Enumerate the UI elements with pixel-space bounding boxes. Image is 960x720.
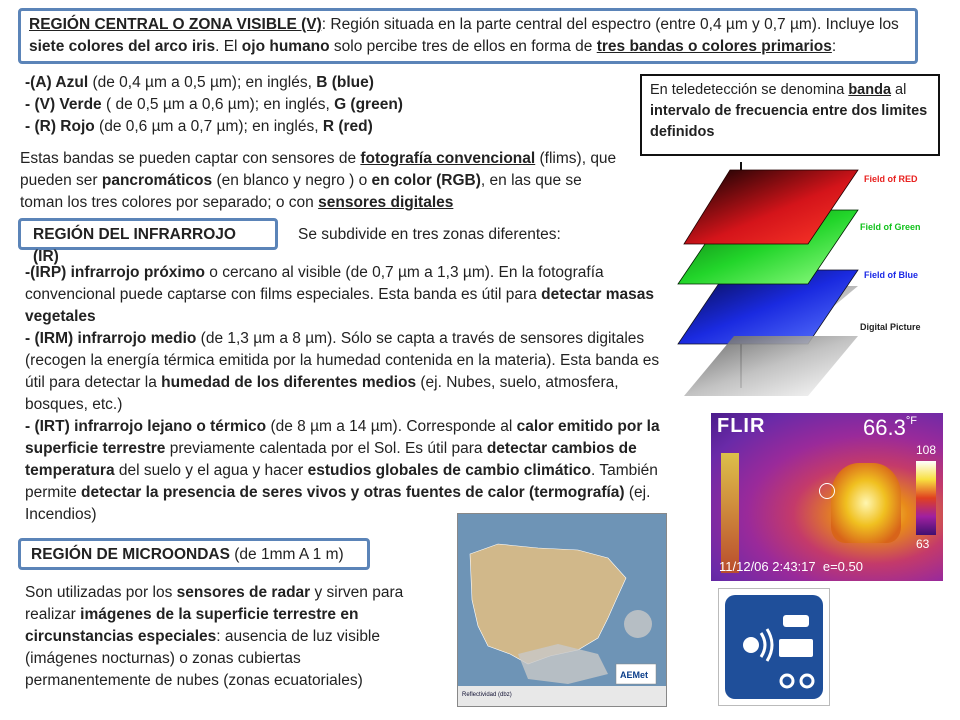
sign-panel <box>725 595 823 699</box>
visible-bold: ojo humano <box>241 38 330 55</box>
radar-sign-icon <box>725 595 823 699</box>
digital-picture-layer-front <box>684 336 858 396</box>
band-red: - (R) Rojo (de 0,6 µm a 0,7 µm); en inglés, R (red) <box>25 118 373 135</box>
field-green-label: Field of Green <box>860 222 921 232</box>
visible-text: . El <box>215 38 242 55</box>
infrared-heading-box <box>18 218 278 265</box>
visible-bold: tres bandas o colores primarios <box>596 38 832 55</box>
visible-text: : Región situada en la parte central del espectro (entre 0,4 µm y 0,7 µm). Incluye los <box>321 16 899 33</box>
thermal-footer: 11/12/06 2:43:17 e=0.50 <box>719 559 863 574</box>
thermal-figure-body <box>831 463 901 543</box>
definition-box: En teledetección se denomina banda al intervalo de frecuencia entre dos limites definidos <box>640 74 940 156</box>
bands-list <box>25 72 445 138</box>
thermal-figure-left <box>721 453 739 573</box>
band-blue: -(A) Azul (de 0,4 µm a 0,5 µm); en inglés, B (blue) <box>25 74 374 91</box>
thermal-scale-top: 108 <box>916 443 937 457</box>
radar-traffic-sign <box>718 588 830 706</box>
visible-region-box <box>18 8 918 64</box>
thermal-temp-readout <box>863 415 917 441</box>
visible-heading: REGIÓN CENTRAL O ZONA VISIBLE (V) <box>29 16 322 33</box>
sensors-paragraph: Estas bandas se pueden captar con sensores de fotografía convencional (flims), que pueden ser pancromáticos (en blanco y negro ) o en color (RGB), en las que se toman los tres colores por separado; o con sensores digitales <box>20 150 617 211</box>
infrared-paragraphs <box>25 262 661 526</box>
visible-text: solo percibe tres de ellos en forma de <box>329 38 597 55</box>
thermal-scale-bottom: 63 <box>916 537 930 551</box>
aemet-logo: AEMet <box>620 670 649 680</box>
thermal-temp-unit: °F <box>905 415 917 427</box>
irp-text: -(IRP) infrarrojo próximo o cercano al visible (de 0,7 µm a 1,3 µm). En la fotografía convencional puede captarse con films especiales. Esta banda es útil para detectar masas vegetales <box>25 264 654 325</box>
microwave-heading-box <box>18 538 370 570</box>
microwave-range: (de 1mm A 1 m) <box>229 546 344 563</box>
microwave-heading: REGIÓN DE MICROONDAS <box>31 546 230 563</box>
irt-text: - (IRT) infrarrojo lejano o térmico (de 8 µm a 14 µm). Corresponde al calor emitido por la superficie terrestre previamente calentada por el Sol. Es útil para detectar cambios de temperatura del suelo y el agua y hacer estudios globales de cambio climático. También permite detectar la presencia de seres vivos y otras fuentes de calor (termografía) (ej. Incendios) <box>25 418 660 523</box>
rgb-layers-diagram <box>668 158 938 403</box>
band-green: - (V) Verde ( de 0,5 µm a 0,6 µm); en inglés, G (green) <box>25 96 403 113</box>
radar-map-image <box>457 513 667 707</box>
radar-map-svg <box>458 514 667 707</box>
flir-logo: FLIR <box>717 415 766 437</box>
digital-picture-label: Digital Picture <box>860 322 921 332</box>
thermal-image <box>711 413 943 581</box>
irm-text: - (IRM) infrarrojo medio (de 1,3 µm a 8 µm). Sólo se capta a través de sensores digitales (recogen la energía térmica emitida por la humedad contenida en la materia). Esta banda es útil para detectar la humedad de los diferentes medios (ej. Nubes, suelo, atmosfera, bosques, etc.) <box>25 330 660 413</box>
infrared-subtitle: Se subdivide en tres zonas diferentes: <box>298 226 561 243</box>
field-blue-label: Field of Blue <box>864 270 918 280</box>
visible-bold: siete colores del arco iris <box>29 38 216 55</box>
thermal-scale-bar <box>916 461 936 535</box>
thermal-temp-value: 66.3 <box>863 415 906 440</box>
infrared-heading: REGIÓN DEL INFRARROJO (IR) <box>33 226 236 265</box>
balearic-islands-shape <box>624 610 652 638</box>
visible-text: : <box>831 38 837 55</box>
radar-legend-label: Reflectividad (dbz) <box>462 692 512 698</box>
crosshair-icon <box>819 483 835 499</box>
microwave-paragraph: Son utilizadas por los sensores de radar y sirven para realizar imágenes de la superficie terrestre en circunstancias especiales: ausencia de luz visible (imágenes nocturnas) o zonas cubiertas permanentemente de nubes (zonas ecuatoriales) <box>25 584 404 689</box>
field-red-label: Field of RED <box>864 174 918 184</box>
